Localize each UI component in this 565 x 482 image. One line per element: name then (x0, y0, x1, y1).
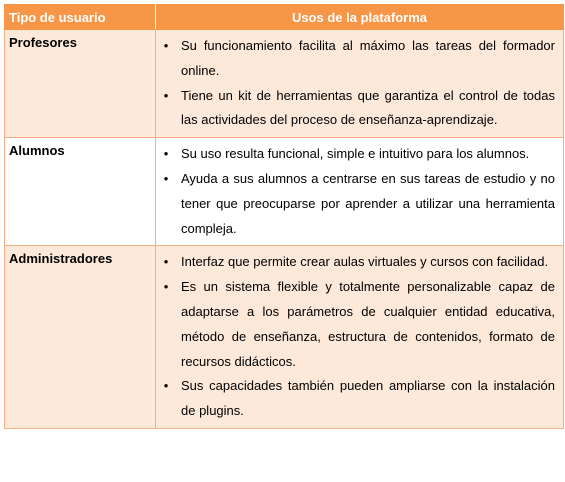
list-item (156, 167, 555, 241)
table-row-administradores (5, 246, 564, 429)
list-item-text: Su uso resulta funcional, simple e intuitivo para los alumnos. (181, 146, 530, 162)
list-item-text: Sus capacidades también pueden ampliarse con la instalación de plugins. (181, 378, 555, 419)
header-platform-uses: Usos de la plataforma (156, 5, 564, 30)
list-item (156, 34, 555, 84)
list-item-text: Interfaz que permite crear aulas virtuales y cursos con facilidad. (181, 254, 549, 270)
user-types-table (4, 4, 564, 429)
bullet-icon: • (163, 87, 169, 103)
list-item (156, 275, 555, 374)
list-item-text: Su funcionamiento facilita al máximo las tareas del formador online. (181, 38, 555, 78)
user-type-cell: Profesores (5, 30, 156, 138)
uses-list (156, 34, 555, 133)
bullet-icon: • (163, 279, 169, 295)
list-item (156, 142, 555, 167)
bullet-icon: • (163, 146, 169, 162)
table-header-row (5, 5, 564, 30)
uses-cell (156, 30, 564, 138)
uses-cell (156, 246, 564, 429)
list-item-text: Es un sistema flexible y totalmente personalizable capaz de adaptarse a los parámetros de cualquier entidad educativa, método de enseñanza, estructura de contenidos, formato de recursos didácticos. (181, 279, 555, 369)
uses-list (156, 250, 555, 424)
uses-list (156, 142, 555, 241)
bullet-icon: • (163, 170, 169, 186)
list-item (156, 374, 555, 424)
bullet-icon: • (163, 378, 169, 394)
user-type-cell: Administradores (5, 246, 156, 429)
header-user-type: Tipo de usuario (5, 5, 156, 30)
table-row-profesores (5, 30, 564, 138)
list-item-text: Ayuda a sus alumnos a centrarse en sus tareas de estudio y no tener que preocuparse por aprender a utilizar una herramienta compleja. (181, 170, 555, 236)
bullet-icon: • (163, 254, 169, 270)
user-type-cell: Alumnos (5, 138, 156, 246)
user-types-table-container (4, 4, 563, 429)
bullet-icon: • (163, 38, 169, 53)
uses-cell (156, 138, 564, 246)
table-row-alumnos (5, 138, 564, 246)
list-item-text: Tiene un kit de herramientas que garantiza el control de todas las actividades del proceso de enseñanza-aprendizaje. (181, 87, 555, 128)
list-item (156, 84, 555, 134)
list-item (156, 250, 555, 275)
